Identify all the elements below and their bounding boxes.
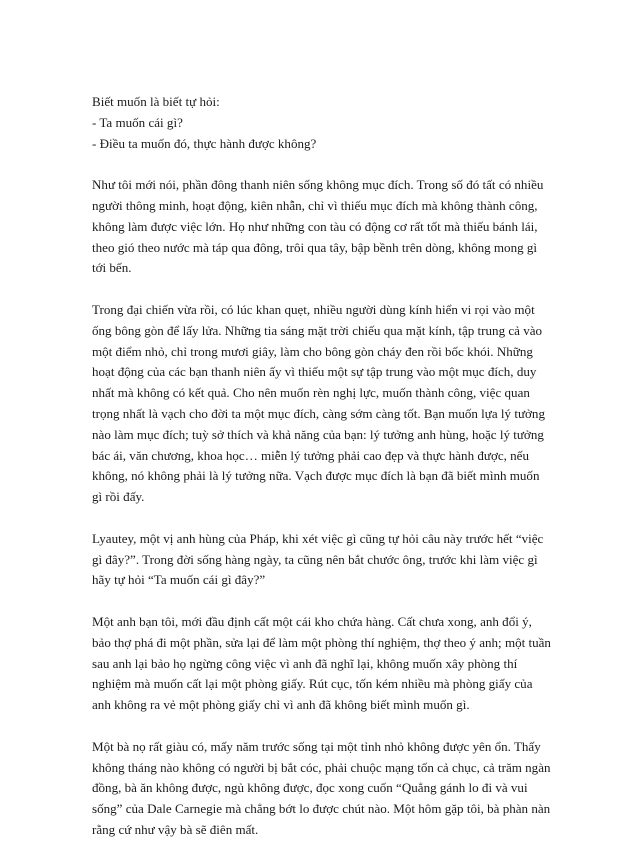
paragraph-2: Trong đại chiến vừa rồi, có lúc khan quẹt, nhiều người dùng kính hiển vi rọi vào một ống bông gòn để lấy lửa. Những tia sáng mặt trời chiếu qua mặt kính, tập trung cả vào một điểm nhỏ, chỉ trong mươi giây, làm cho bông gòn cháy đen rồi bốc khói. Những hoạt động của các bạn thanh niên ấy vì thiếu một sự tập trung vào một mục đích, duy nhất mà không có kết quả. Cho nên muốn rèn nghị lực, muốn thành công, việc quan trọng nhất là vạch cho đời ta một mục đích, càng sớm càng tốt. Bạn muốn lựa lý tưởng nào làm mục đích; tuỳ sở thích và khả năng của bạn: lý tưởng anh hùng, hoặc lý tưởng bác ái, văn chương, khoa học… miễn lý tưởng phải cao đẹp và thực hành được, nếu không, nó không phải là lý tưởng nữa. Vạch được mục đích là bạn đã biết mình muốn gì rồi đấy.	[92, 301, 545, 505]
paragraph-5: Một bà nọ rất giàu có, mấy năm trước sống tại một tỉnh nhỏ không được yên ổn. Thấy không tháng nào không có người bị bắt cóc, phải chuộc mạng tốn cả chục, cả trăm ngàn đồng, bà ăn không được, ngủ không được, đọc xong cuốn “Quẳng gánh lo đi và vui sống” của Dale Carnegie mà chẳng bớt lo được chút nào. Một hôm gặp tôi, bà phàn nàn rằng cứ như vậy bà sẽ điên mất.	[92, 738, 551, 837]
intro-block	[92, 92, 552, 154]
paragraph-3: Lyautey, một vị anh hùng của Pháp, khi xét việc gì cũng tự hỏi câu này trước hết “việc gì đây?”. Trong đời sống hàng ngày, ta cũng nên bắt chước ông, trước khi làm việc gì hãy tự hỏi “Ta muốn cái gì đây?”	[92, 530, 544, 588]
paragraph-1: Như tôi mới nói, phần đông thanh niên sống không mục đích. Trong số đó tất có nhiều người thông minh, hoạt động, kiên nhẫn, chỉ vì thiếu mục đích mà không thành công, không làm được việc lớn. Họ như những con tàu có động cơ rất tốt mà thiếu bánh lái, theo gió theo nước mà táp qua đông, trôi qua tây, bập bềnh trên dòng, không mong gì tới bến.	[92, 177, 544, 276]
intro-question-2: - Điều ta muốn đó, thực hành được không?	[92, 135, 317, 151]
document-page	[92, 92, 552, 841]
intro-line: Biết muốn là biết tự hỏi:	[92, 94, 220, 109]
paragraph-4: Một anh bạn tôi, mới đầu định cất một cái kho chứa hàng. Cất chưa xong, anh đổi ý, bảo thợ phá đi một phần, sửa lại để làm một phòng thí nghiệm, thợ theo ý anh; một tuần sau anh lại bảo họ ngừng công việc vì anh đã nghĩ lại, không muốn xây phòng thí nghiệm mà muốn cất lại một phòng giấy. Rút cục, tốn kém nhiều mà phòng giấy của anh không ra vẻ một phòng giấy chỉ vì anh đã không biết mình muốn gì.	[92, 613, 551, 713]
intro-question-1: - Ta muốn cái gì?	[92, 114, 183, 130]
